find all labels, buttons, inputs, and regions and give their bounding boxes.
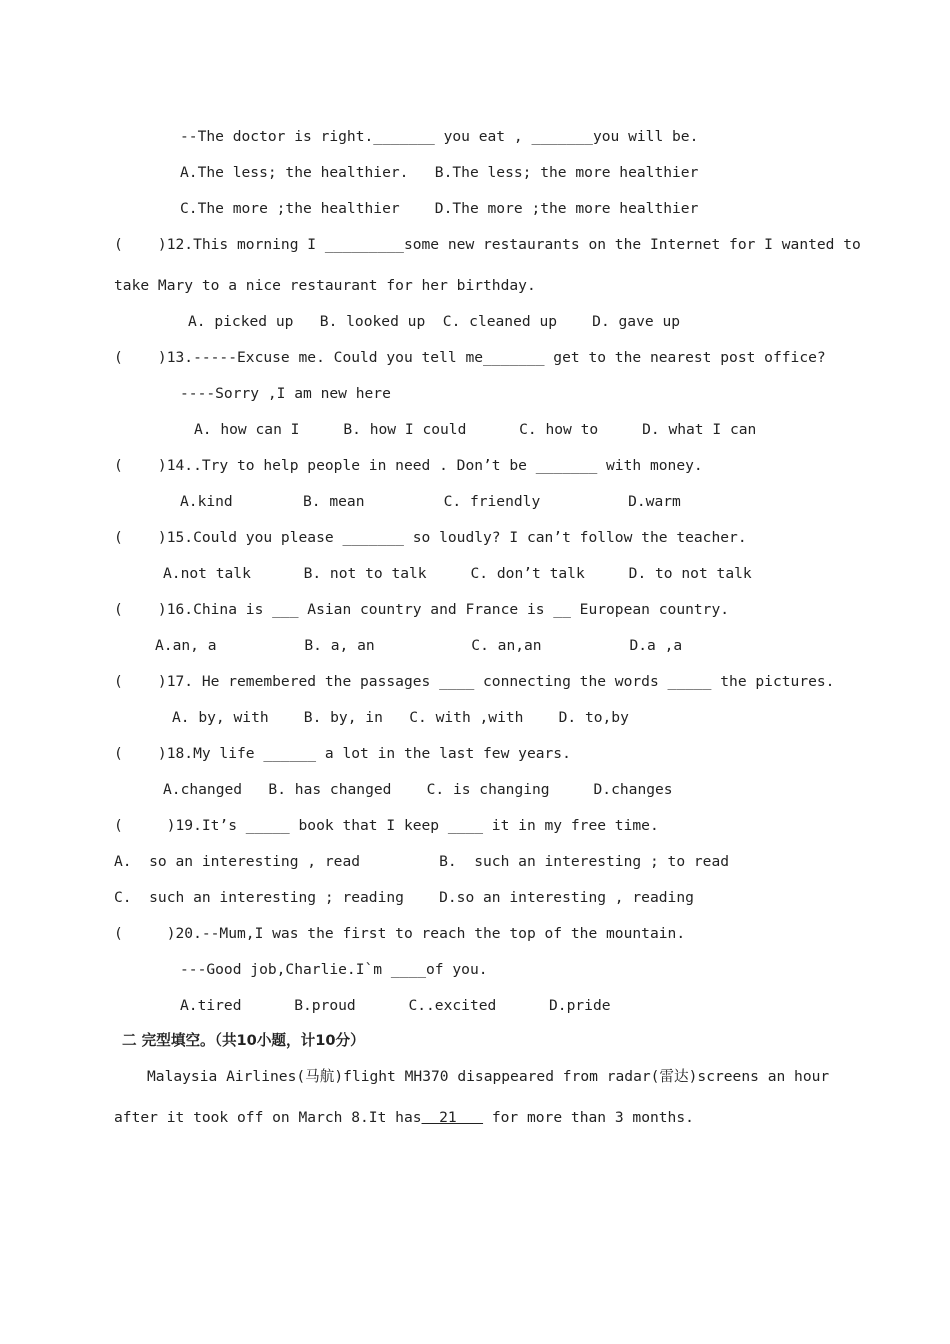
q16-options: A.an, a B. a, an C. an,an D.a ,a xyxy=(155,637,683,654)
q11-options-ab: A.The less; the healthier. B.The less; the more healthier xyxy=(180,164,699,181)
cloze-blank-21: 21 xyxy=(421,1109,484,1126)
cloze-paragraph-line2 xyxy=(114,1108,694,1128)
q12-stem-line2: take Mary to a nice restaurant for her birthday. xyxy=(114,277,536,294)
q12-stem-line1: ( )12.This morning I _________some new restaurants on the Internet for I wanted to xyxy=(114,236,861,253)
q12-options: A. picked up B. looked up C. cleaned up D. gave up xyxy=(188,313,681,330)
q11-options-cd: C.The more ;the healthier D.The more ;the more healthier xyxy=(180,200,699,217)
q20-stem: ( )20.--Mum,I was the first to reach the top of the mountain. xyxy=(114,925,686,942)
q14-stem: ( )14..Try to help people in need . Don’t be _______ with money. xyxy=(114,457,703,474)
q16-stem: ( )16.China is ___ Asian country and France is __ European country. xyxy=(114,601,730,618)
cloze-text-after-blank: for more than 3 months. xyxy=(483,1109,694,1126)
q17-stem: ( )17. He remembered the passages ____ connecting the words _____ the pictures. xyxy=(114,673,835,690)
q18-options: A.changed B. has changed C. is changing D.changes xyxy=(163,781,673,798)
q20-reply: ---Good job,Charlie.I`m ____of you. xyxy=(180,961,488,978)
q11-dialog: --The doctor is right._______ you eat , _______you will be. xyxy=(180,128,699,145)
q19-options-cd: C. such an interesting ; reading D.so an interesting , reading xyxy=(114,889,694,906)
q13-reply: ----Sorry ,I am new here xyxy=(180,385,391,402)
q13-options: A. how can I B. how I could C. how to D. what I can xyxy=(194,421,757,438)
cloze-paragraph-line1: Malaysia Airlines(马航)flight MH370 disappeared from radar(雷达)screens an hour xyxy=(147,1068,830,1085)
q19-options-ab: A. so an interesting , read B. such an interesting ; to read xyxy=(114,853,730,870)
q18-stem: ( )18.My life ______ a lot in the last few years. xyxy=(114,745,571,762)
cloze-text-before-blank: after it took off on March 8.It has xyxy=(114,1109,422,1126)
section-heading: 二 完型填空。（共10小题，计10分） xyxy=(122,1032,365,1049)
q17-options: A. by, with B. by, in C. with ,with D. to,by xyxy=(172,709,629,726)
q15-stem: ( )15.Could you please _______ so loudly? I can’t follow the teacher. xyxy=(114,529,747,546)
q20-options: A.tired B.proud C..excited D.pride xyxy=(180,997,611,1014)
q15-options: A.not talk B. not to talk C. don’t talk D. to not talk xyxy=(163,565,752,582)
q19-stem: ( )19.It’s _____ book that I keep ____ it in my free time. xyxy=(114,817,659,834)
q13-stem: ( )13.-----Excuse me. Could you tell me_______ get to the nearest post office? xyxy=(114,349,826,366)
q14-options: A.kind B. mean C. friendly D.warm xyxy=(180,493,681,510)
